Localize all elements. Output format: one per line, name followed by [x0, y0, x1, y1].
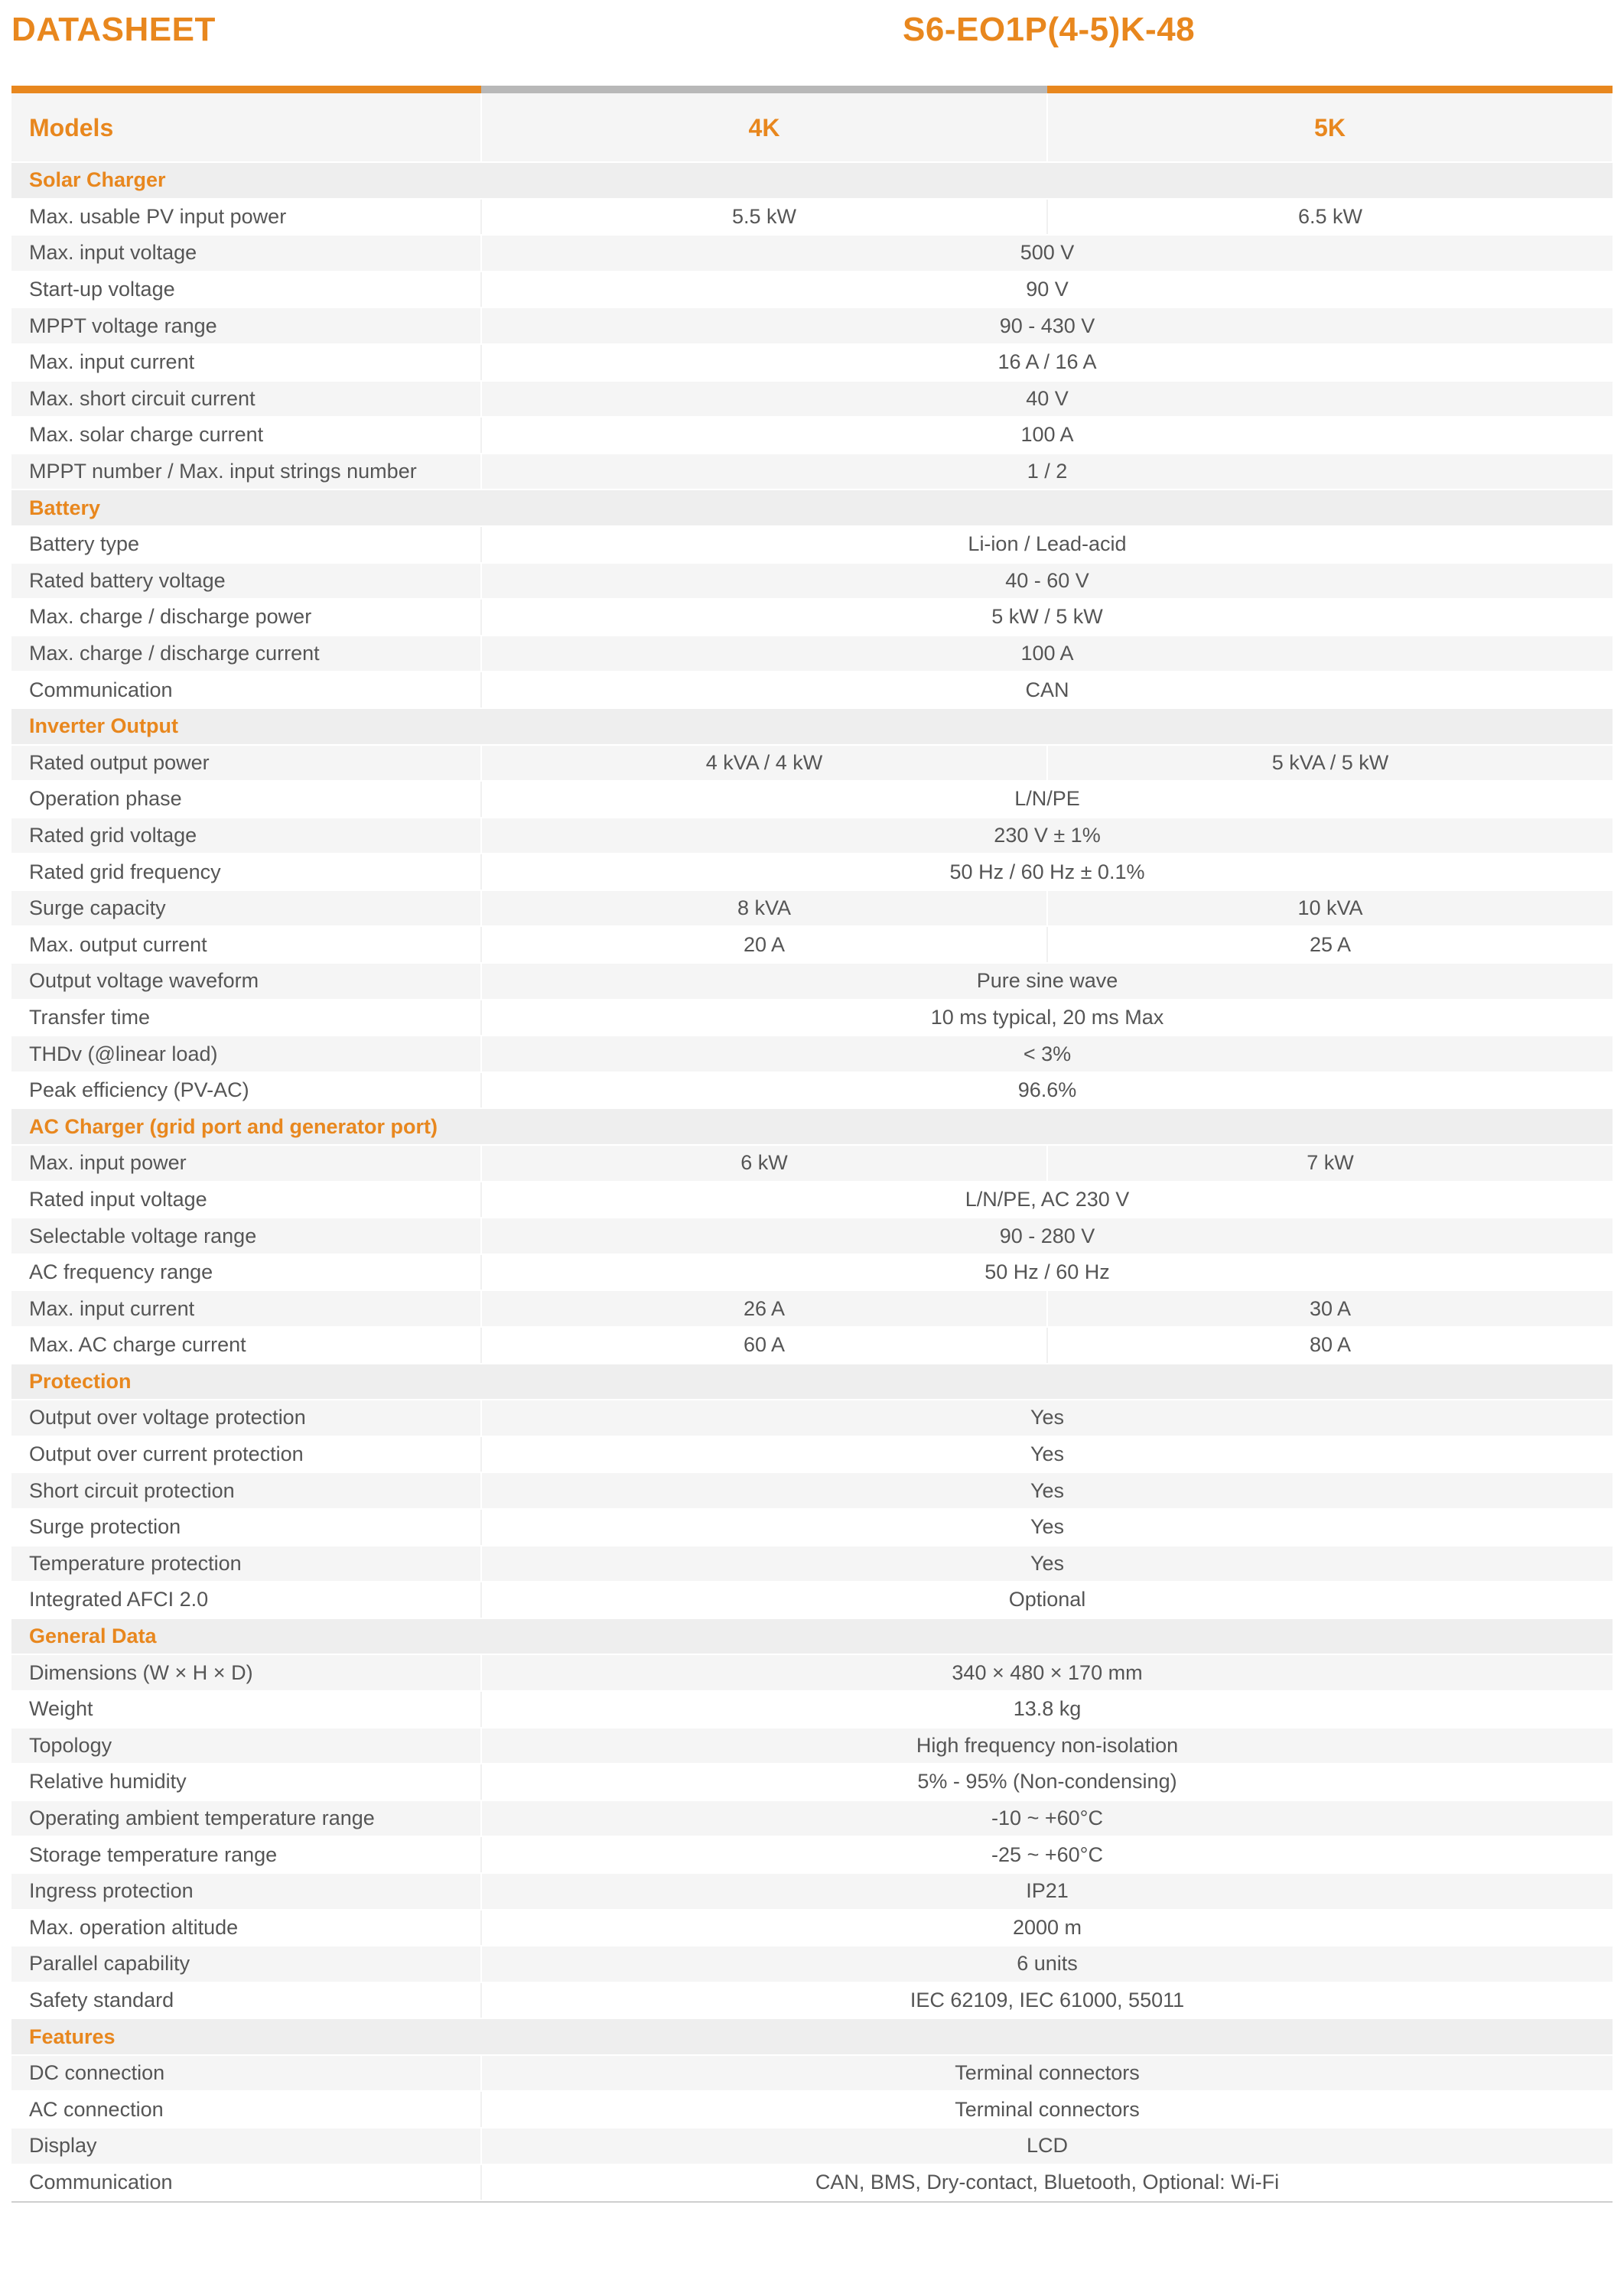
section-header-row: [11, 708, 1613, 745]
spec-value-shared: Optional: [481, 1582, 1613, 1618]
spec-label: MPPT voltage range: [11, 307, 481, 344]
spec-value-5k: 5 kVA / 5 kW: [1047, 745, 1613, 782]
accent-bar-segment-5k: [1047, 86, 1613, 93]
spec-value-shared: Yes: [481, 1546, 1613, 1582]
spec-value-shared: IEC 62109, IEC 61000, 55011: [481, 1982, 1613, 2019]
spec-row: [11, 2091, 1613, 2128]
spec-value-4k: 26 A: [481, 1290, 1047, 1327]
spec-label: Start-up voltage: [11, 272, 481, 308]
spec-value-shared: Terminal connectors: [481, 2055, 1613, 2092]
spec-value-shared: Terminal connectors: [481, 2091, 1613, 2128]
spec-label: Relative humidity: [11, 1764, 481, 1800]
spec-value-shared: LCD: [481, 2128, 1613, 2164]
spec-value-5k: 25 A: [1047, 926, 1613, 963]
spec-row: [11, 272, 1613, 308]
spec-row: [11, 1072, 1613, 1109]
spec-row: [11, 563, 1613, 600]
spec-row: [11, 672, 1613, 708]
spec-value-shared: CAN: [481, 672, 1613, 708]
spec-value-4k: 8 kVA: [481, 890, 1047, 927]
section-header-row: [11, 162, 1613, 199]
spec-label: Transfer time: [11, 1000, 481, 1036]
spec-label: Rated grid frequency: [11, 854, 481, 890]
spec-value-shared: Pure sine wave: [481, 963, 1613, 1000]
spec-row: [11, 417, 1613, 454]
spec-value-shared: Yes: [481, 1436, 1613, 1473]
spec-value-4k: 20 A: [481, 926, 1047, 963]
spec-label: Output over voltage protection: [11, 1400, 481, 1436]
spec-value-shared: 500 V: [481, 235, 1613, 272]
datasheet-header: [0, 0, 1624, 86]
spec-label: Max. AC charge current: [11, 1327, 481, 1364]
spec-label: Max. input voltage: [11, 235, 481, 272]
spec-value-shared: 5 kW / 5 kW: [481, 599, 1613, 636]
spec-row: [11, 1327, 1613, 1364]
spec-value-shared: 50 Hz / 60 Hz ± 0.1%: [481, 854, 1613, 890]
spec-row: [11, 1654, 1613, 1691]
section-header-row: [11, 1618, 1613, 1655]
spec-label: Rated input voltage: [11, 1182, 481, 1218]
spec-row: [11, 1691, 1613, 1728]
spec-value-shared: -10 ~ +60°C: [481, 1800, 1613, 1837]
spec-row: [11, 1509, 1613, 1546]
spec-row: [11, 1400, 1613, 1436]
spec-label: Ingress protection: [11, 1873, 481, 1910]
spec-value-shared: 90 - 280 V: [481, 1218, 1613, 1254]
spec-label: Max. charge / discharge power: [11, 599, 481, 636]
spec-value-4k: 4 kVA / 4 kW: [481, 745, 1047, 782]
spec-row: [11, 1873, 1613, 1910]
spec-row: [11, 1290, 1613, 1327]
spec-label: Max. output current: [11, 926, 481, 963]
spec-row: [11, 1836, 1613, 1873]
spec-label: Communication: [11, 672, 481, 708]
spec-label: Safety standard: [11, 1982, 481, 2019]
spec-row: [11, 890, 1613, 927]
spec-row: [11, 1910, 1613, 1946]
spec-value-shared: Yes: [481, 1400, 1613, 1436]
spec-row: [11, 2055, 1613, 2092]
spec-row: [11, 454, 1613, 490]
spec-value-shared: IP21: [481, 1873, 1613, 1910]
spec-value-shared: Yes: [481, 1472, 1613, 1509]
spec-value-shared: Yes: [481, 1509, 1613, 1546]
spec-row: [11, 1728, 1613, 1764]
product-model-title: S6-EO1P(4-5)K-48: [903, 11, 1196, 48]
spec-label: Temperature protection: [11, 1546, 481, 1582]
spec-label: Max. charge / discharge current: [11, 636, 481, 672]
spec-row: [11, 926, 1613, 963]
spec-label: Operating ambient temperature range: [11, 1800, 481, 1837]
spec-row: [11, 1182, 1613, 1218]
spec-label: Max. usable PV input power: [11, 199, 481, 236]
spec-label: Max. input current: [11, 344, 481, 381]
section-title: Protection: [11, 1364, 1613, 1400]
spec-row: [11, 1982, 1613, 2019]
section-title: AC Charger (grid port and generator port): [11, 1108, 1613, 1145]
specification-table: [11, 93, 1613, 2201]
spec-value-shared: Li-ion / Lead-acid: [481, 526, 1613, 563]
spec-label: DC connection: [11, 2055, 481, 2092]
model-4k-header: 4K: [481, 93, 1047, 162]
section-header-row: [11, 2018, 1613, 2055]
spec-value-4k: 6 kW: [481, 1145, 1047, 1182]
spec-row: [11, 745, 1613, 782]
spec-row: [11, 1764, 1613, 1800]
spec-value-shared: L/N/PE: [481, 781, 1613, 818]
spec-row: [11, 963, 1613, 1000]
section-title: Inverter Output: [11, 708, 1613, 745]
spec-label: THDv (@linear load): [11, 1036, 481, 1072]
spec-value-5k: 30 A: [1047, 1290, 1613, 1327]
spec-label: Battery type: [11, 526, 481, 563]
spec-row: [11, 1000, 1613, 1036]
section-header-row: [11, 1108, 1613, 1145]
spec-label: MPPT number / Max. input strings number: [11, 454, 481, 490]
spec-value-shared: 100 A: [481, 636, 1613, 672]
spec-row: [11, 854, 1613, 890]
spec-row: [11, 1800, 1613, 1837]
spec-value-shared: 100 A: [481, 417, 1613, 454]
spec-label: Topology: [11, 1728, 481, 1764]
spec-label: Max. input power: [11, 1145, 481, 1182]
spec-row: [11, 1436, 1613, 1473]
spec-value-shared: < 3%: [481, 1036, 1613, 1072]
spec-value-shared: -25 ~ +60°C: [481, 1836, 1613, 1873]
spec-value-shared: 50 Hz / 60 Hz: [481, 1254, 1613, 1291]
section-title: Features: [11, 2018, 1613, 2055]
spec-row: [11, 1036, 1613, 1072]
spec-label: Display: [11, 2128, 481, 2164]
spec-row: [11, 599, 1613, 636]
spec-value-shared: 40 - 60 V: [481, 563, 1613, 600]
spec-row: [11, 1254, 1613, 1291]
model-5k-header: 5K: [1047, 93, 1613, 162]
spec-row: [11, 526, 1613, 563]
spec-label: Max. solar charge current: [11, 417, 481, 454]
spec-value-shared: High frequency non-isolation: [481, 1728, 1613, 1764]
document-label: DATASHEET: [11, 11, 216, 48]
spec-value-shared: L/N/PE, AC 230 V: [481, 1182, 1613, 1218]
table-bottom-rule: [11, 2201, 1613, 2203]
spec-label: Communication: [11, 2164, 481, 2201]
spec-row: [11, 1145, 1613, 1182]
spec-value-5k: 6.5 kW: [1047, 199, 1613, 236]
spec-value-shared: 40 V: [481, 381, 1613, 418]
spec-value-shared: 90 V: [481, 272, 1613, 308]
spec-value-shared: 90 - 430 V: [481, 307, 1613, 344]
spec-row: [11, 2164, 1613, 2201]
spec-row: [11, 818, 1613, 854]
accent-bar-segment-label: [11, 86, 481, 93]
spec-value-shared: CAN, BMS, Dry-contact, Bluetooth, Optional: Wi-Fi: [481, 2164, 1613, 2201]
spec-value-shared: 5% - 95% (Non-condensing): [481, 1764, 1613, 1800]
spec-label: Dimensions (W × H × D): [11, 1654, 481, 1691]
spec-value-4k: 60 A: [481, 1327, 1047, 1364]
section-header-row: [11, 489, 1613, 526]
section-title: Solar Charger: [11, 162, 1613, 199]
spec-label: Rated output power: [11, 745, 481, 782]
spec-value-shared: 96.6%: [481, 1072, 1613, 1109]
section-title: General Data: [11, 1618, 1613, 1655]
spec-label: Max. input current: [11, 1290, 481, 1327]
spec-row: [11, 1946, 1613, 1982]
spec-value-shared: 230 V ± 1%: [481, 818, 1613, 854]
spec-row: [11, 344, 1613, 381]
spec-label: Integrated AFCI 2.0: [11, 1582, 481, 1618]
spec-label: Short circuit protection: [11, 1472, 481, 1509]
spec-row: [11, 235, 1613, 272]
spec-label: Rated battery voltage: [11, 563, 481, 600]
spec-label: Output voltage waveform: [11, 963, 481, 1000]
spec-row: [11, 1582, 1613, 1618]
spec-row: [11, 199, 1613, 236]
spec-value-shared: 1 / 2: [481, 454, 1613, 490]
spec-value-shared: 13.8 kg: [481, 1691, 1613, 1728]
spec-label: Operation phase: [11, 781, 481, 818]
spec-label: Parallel capability: [11, 1946, 481, 1982]
spec-value-shared: 10 ms typical, 20 ms Max: [481, 1000, 1613, 1036]
section-header-row: [11, 1364, 1613, 1400]
spec-label: AC connection: [11, 2091, 481, 2128]
spec-label: Output over current protection: [11, 1436, 481, 1473]
spec-value-shared: 6 units: [481, 1946, 1613, 1982]
spec-row: [11, 307, 1613, 344]
models-column-label: Models: [11, 93, 481, 162]
spec-value-5k: 80 A: [1047, 1327, 1613, 1364]
spec-label: Surge protection: [11, 1509, 481, 1546]
spec-label: Surge capacity: [11, 890, 481, 927]
spec-label: Max. operation altitude: [11, 1910, 481, 1946]
spec-label: Storage temperature range: [11, 1836, 481, 1873]
accent-bar-segment-4k: [481, 86, 1047, 93]
spec-row: [11, 1218, 1613, 1254]
spec-row: [11, 781, 1613, 818]
spec-row: [11, 1546, 1613, 1582]
spec-row: [11, 2128, 1613, 2164]
spec-value-4k: 5.5 kW: [481, 199, 1047, 236]
spec-label: Rated grid voltage: [11, 818, 481, 854]
spec-value-shared: 16 A / 16 A: [481, 344, 1613, 381]
spec-value-5k: 7 kW: [1047, 1145, 1613, 1182]
spec-label: Weight: [11, 1691, 481, 1728]
spec-label: Selectable voltage range: [11, 1218, 481, 1254]
spec-value-shared: 2000 m: [481, 1910, 1613, 1946]
spec-label: Max. short circuit current: [11, 381, 481, 418]
spec-label: Peak efficiency (PV-AC): [11, 1072, 481, 1109]
header-accent-bar: [11, 86, 1613, 93]
models-header-row: [11, 93, 1613, 162]
spec-label: AC frequency range: [11, 1254, 481, 1291]
section-title: Battery: [11, 489, 1613, 526]
spec-value-shared: 340 × 480 × 170 mm: [481, 1654, 1613, 1691]
spec-value-5k: 10 kVA: [1047, 890, 1613, 927]
spec-row: [11, 381, 1613, 418]
spec-row: [11, 636, 1613, 672]
spec-row: [11, 1472, 1613, 1509]
